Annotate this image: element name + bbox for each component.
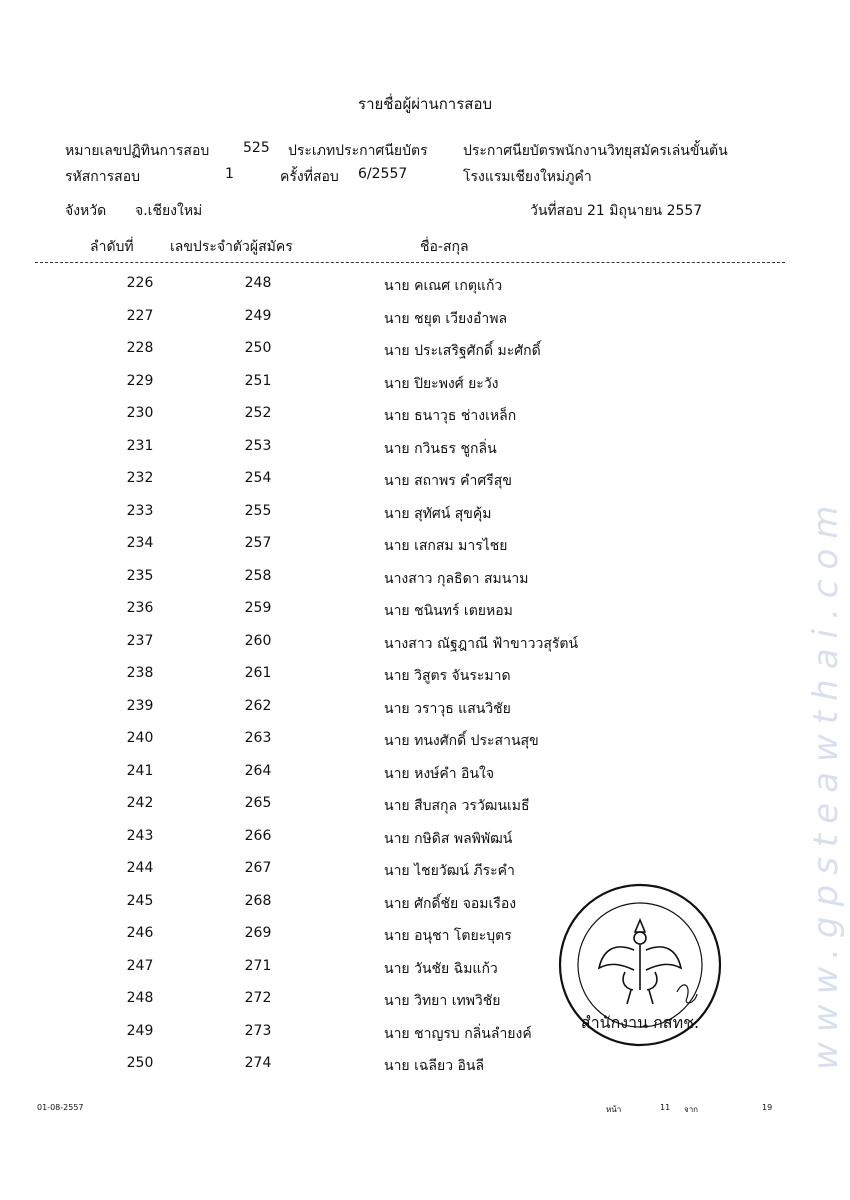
row-applicant-id: 252 (244, 405, 272, 421)
row-applicant-id: 268 (244, 892, 272, 909)
table-row (0, 760, 850, 793)
row-order: 236 (126, 600, 154, 616)
row-order: 246 (126, 925, 154, 941)
row-applicant-id: 253 (244, 437, 272, 454)
row-order: 233 (126, 502, 154, 519)
row-name: นาย วันชัย ฉิมแก้ว (384, 960, 498, 977)
cert-type-label: ประเภทประกาศนียบัตร (288, 143, 428, 159)
column-header-applicant-id: เลขประจำตัวผู้สมัคร (170, 239, 293, 255)
exam-code-value: 1 (225, 166, 234, 182)
table-row (0, 792, 850, 825)
row-order: 227 (126, 307, 154, 324)
table-row (0, 662, 850, 695)
row-order: 241 (126, 762, 154, 779)
province-value: จ.เชียงใหม่ (135, 203, 203, 219)
row-applicant-id: 248 (244, 275, 272, 291)
row-name: นาย วิทยา เทพวิชัย (384, 993, 501, 1009)
footer-of-label: จาก (684, 1105, 699, 1114)
table-row (0, 565, 850, 598)
row-applicant-id: 260 (244, 632, 272, 649)
table-row (0, 402, 850, 435)
province-label: จังหวัด (65, 203, 107, 219)
row-name: นาย เสกสม มารไชย (384, 538, 508, 554)
round-value: 6/2557 (358, 166, 408, 182)
row-name: นาย ธนาวุธ ช่างเหล็ก (384, 408, 517, 424)
permit-value: 525 (243, 140, 270, 156)
row-name: นางสาว กุลธิดา สมนาม (384, 570, 529, 587)
row-name: นาย ศักดิ์ชัย จอมเรือง (384, 895, 517, 912)
row-order: 249 (126, 1022, 154, 1039)
row-order: 230 (126, 405, 154, 421)
row-name: นาย สถาพร คำศรีสุข (384, 473, 512, 489)
row-order: 243 (126, 827, 154, 844)
table-row (0, 695, 850, 728)
table-row (0, 532, 850, 565)
row-order: 239 (126, 697, 154, 714)
row-applicant-id: 259 (244, 600, 272, 616)
row-order: 237 (126, 632, 154, 649)
row-applicant-id: 274 (244, 1055, 272, 1071)
row-applicant-id: 255 (244, 502, 272, 519)
row-name: นาย วิสูตร จันระมาด (384, 668, 511, 684)
row-order: 250 (126, 1055, 154, 1071)
table-row (0, 467, 850, 500)
row-order: 244 (126, 860, 154, 876)
table-row (0, 1052, 850, 1085)
table-row (0, 727, 850, 760)
column-header-name: ชื่อ-สกุล (420, 239, 469, 255)
permit-label: หมายเลขปฏิทินการสอบ (65, 143, 210, 159)
table-row (0, 500, 850, 533)
signature-mark (677, 985, 697, 1003)
row-applicant-id: 265 (244, 795, 272, 811)
row-name: นาย ประเสริฐศักดิ์ มะศักดิ์ (384, 343, 541, 359)
row-applicant-id: 273 (244, 1022, 272, 1039)
garuda-emblem-icon (599, 920, 681, 1004)
row-applicant-id: 250 (244, 340, 272, 356)
row-applicant-id: 266 (244, 827, 272, 844)
row-order: 238 (126, 665, 154, 681)
round-label: ครั้งที่สอบ (280, 169, 339, 185)
row-name: นาย สืบสกุล วรวัฒนเมธี (384, 798, 530, 814)
footer-page-label: หน้า (606, 1105, 622, 1114)
row-order: 235 (126, 567, 154, 584)
cert-type-value: ประกาศนียบัตรพนักงานวิทยุสมัครเล่นขั้นต้น (463, 143, 728, 159)
row-name: นาย วราวุธ แสนวิชัย (384, 700, 511, 717)
table-row (0, 272, 850, 305)
table-row (0, 337, 850, 370)
table-row (0, 370, 850, 403)
row-order: 229 (126, 372, 154, 389)
site-watermark: www.gpsteawthai.com (806, 495, 846, 1070)
row-name: นางสาว ณัฐฎาณี ฟ้าขาววสุรัตน์ (384, 635, 579, 652)
footer-page-number: 11 (660, 1103, 671, 1112)
row-applicant-id: 249 (244, 307, 272, 324)
row-order: 228 (126, 340, 154, 356)
row-applicant-id: 254 (244, 470, 272, 486)
row-name: นาย ชนินทร์ เตยหอม (384, 603, 513, 619)
row-name: นาย คเณศ เกตุแก้ว (384, 278, 503, 294)
row-order: 231 (126, 437, 154, 454)
row-applicant-id: 272 (244, 990, 272, 1006)
page-title: รายชื่อผู้ผ่านการสอบ (358, 95, 492, 113)
row-applicant-id: 271 (244, 957, 272, 974)
row-order: 247 (126, 957, 154, 974)
row-applicant-id: 269 (244, 925, 272, 941)
row-name: นาย เฉลียว อินลี (384, 1058, 485, 1074)
row-name: นาย ชาญรบ กลิ่นลำยงค์ (384, 1025, 532, 1042)
header-divider (35, 262, 785, 263)
row-order: 245 (126, 892, 154, 909)
row-applicant-id: 262 (244, 697, 272, 714)
venue: โรงแรมเชียงใหม่ภูคำ (463, 169, 592, 185)
row-applicant-id: 264 (244, 762, 272, 779)
row-applicant-id: 261 (244, 665, 272, 681)
row-name: นาย กษิดิส พลพิพัฒน์ (384, 830, 513, 847)
table-row (0, 630, 850, 663)
row-order: 234 (126, 535, 154, 551)
row-applicant-id: 263 (244, 730, 272, 746)
exam-code-label: รหัสการสอบ (65, 169, 140, 185)
row-order: 240 (126, 730, 154, 746)
row-applicant-id: 258 (244, 567, 272, 584)
footer-total-pages: 19 (762, 1103, 773, 1112)
row-applicant-id: 267 (244, 860, 272, 876)
row-name: นาย สุทัศน์ สุขคุ้ม (384, 505, 492, 522)
row-order: 248 (126, 990, 154, 1006)
row-applicant-id: 257 (244, 535, 272, 551)
table-row (0, 435, 850, 468)
row-name: นาย อนุชา โตยะบุตร (384, 928, 512, 944)
table-row (0, 597, 850, 630)
row-name: นาย ทนงศักดิ์ ประสานสุข (384, 733, 539, 749)
row-name: นาย หงษ์คำ อินใจ (384, 765, 495, 782)
footer-date-code: 01-08-2557 (37, 1103, 84, 1112)
row-order: 242 (126, 795, 154, 811)
row-applicant-id: 251 (244, 372, 272, 389)
column-header-order: ลำดับที่ (90, 239, 134, 255)
exam-date: วันที่สอบ 21 มิถุนายน 2557 (530, 203, 703, 219)
row-name: นาย ปิยะพงศ์ ยะวัง (384, 375, 499, 392)
row-name: นาย ชยุต เวียงอำพล (384, 310, 508, 327)
table-row (0, 305, 850, 338)
row-order: 226 (126, 275, 154, 291)
seal-text: สำนักงาน กสทช. (580, 1013, 700, 1032)
row-order: 232 (126, 470, 154, 486)
table-row (0, 825, 850, 858)
office-seal-stamp (555, 880, 725, 1050)
row-name: นาย กวินธร ชูกลิ่น (384, 440, 497, 457)
row-name: นาย ไชยวัฒน์ ภีระคำ (384, 863, 515, 879)
